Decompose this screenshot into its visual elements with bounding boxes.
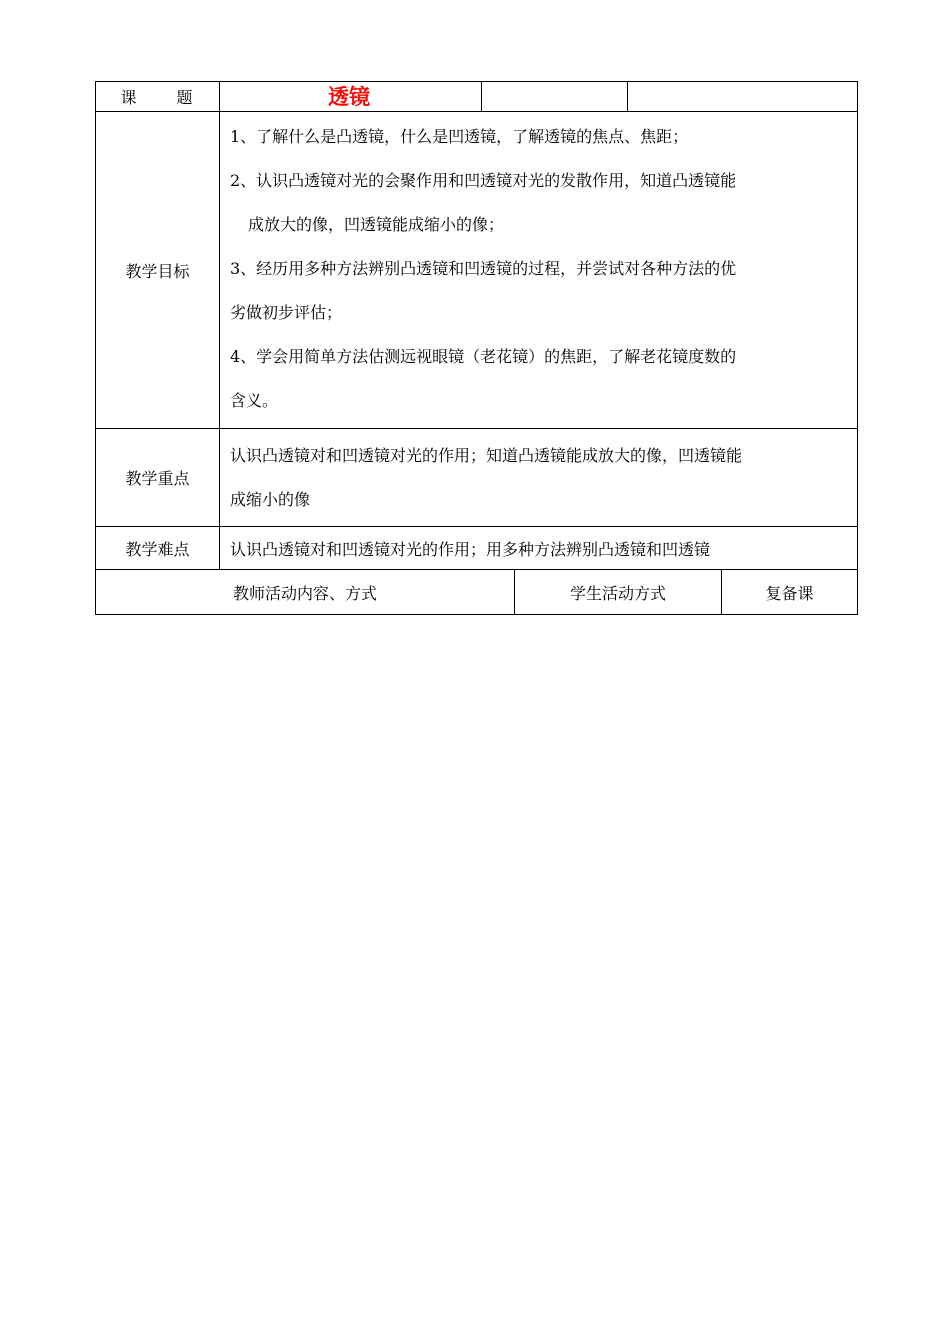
objective-item-3 [230, 256, 849, 326]
teacher-activity-header: 教师活动内容、方式 [96, 570, 515, 615]
objective-3-line2: 劣做初步评估； [230, 303, 343, 322]
key-points-row [96, 429, 858, 527]
difficulty-content: 认识凸透镜对和凹透镜对光的作用；用多种方法辨别凸透镜和凹透镜 [220, 527, 858, 570]
objective-item-2 [230, 168, 849, 238]
student-activity-header: 学生活动方式 [515, 570, 722, 615]
title-empty-cell-2 [628, 82, 858, 112]
activity-header-row [96, 570, 858, 615]
difficulty-label: 教学难点 [96, 527, 220, 570]
difficulty-row [96, 527, 858, 570]
review-header: 复备课 [722, 570, 858, 615]
objective-4-line1: 4、学会用简单方法估测远视眼镜（老花镜）的焦距，了解老花镜度数的 [230, 347, 737, 366]
title-row [96, 82, 858, 112]
objectives-label: 教学目标 [96, 112, 220, 429]
key-points-line1: 认识凸透镜对和凹透镜对光的作用；知道凸透镜能成放大的像，凹透镜能 [230, 445, 743, 465]
objective-3-line1: 3、经历用多种方法辨别凸透镜和凹透镜的过程，并尝试对各种方法的优 [230, 259, 737, 278]
key-points-line2: 成缩小的像 [230, 489, 311, 509]
key-points-content [220, 429, 858, 527]
objective-2-line2: 成放大的像，凹透镜能成缩小的像； [248, 215, 505, 234]
title-label [96, 82, 220, 112]
lesson-title: 透镜 [220, 82, 482, 112]
objectives-content [220, 112, 858, 429]
objective-item-1 [230, 124, 849, 150]
title-empty-cell-1 [482, 82, 628, 112]
title-label-char-1: 课 [120, 88, 139, 107]
activity-header-table [95, 569, 858, 615]
key-points-label: 教学重点 [96, 429, 220, 527]
title-label-char-2: 题 [176, 88, 195, 107]
objective-2-line1: 2、认识凸透镜对光的会聚作用和凹透镜对光的发散作用，知道凸透镜能 [230, 171, 737, 190]
objective-4-line2: 含义。 [230, 391, 279, 410]
objective-item-4 [230, 344, 849, 414]
lesson-plan-page [95, 81, 857, 615]
objective-1-line1: 1、了解什么是凸透镜，什么是凹透镜，了解透镜的焦点、焦距； [230, 127, 689, 146]
objectives-row [96, 112, 858, 429]
lesson-plan-table [95, 81, 858, 570]
